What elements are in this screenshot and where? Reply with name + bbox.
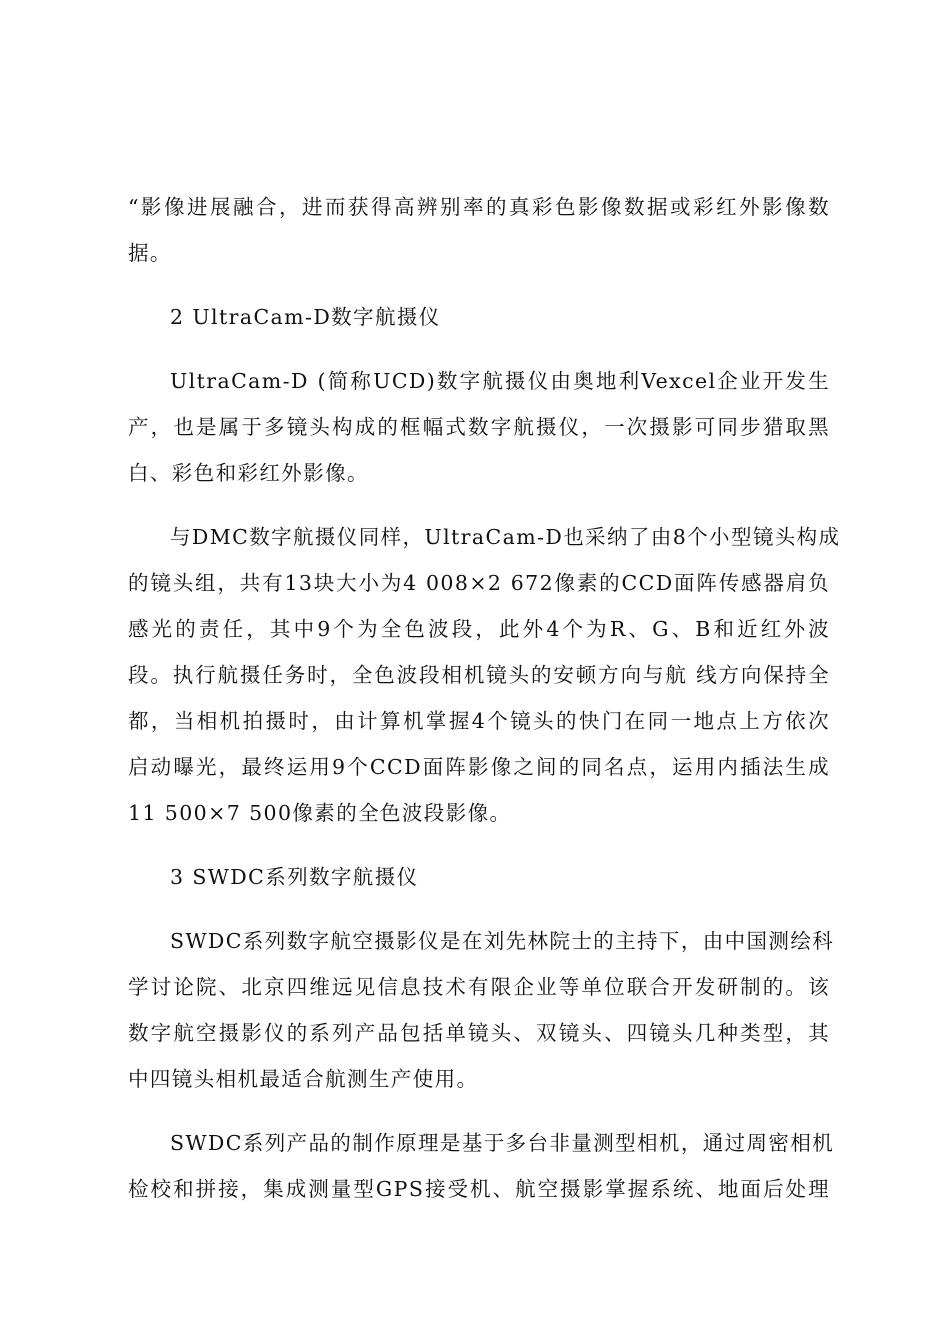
text-line: 据。 <box>128 241 172 265</box>
text-line: 检校和拼接，集成测量型GPS接受机、航空摄影掌握系统、地面后处理 <box>128 1177 830 1201</box>
text-line: 与DMC数字航摄仪同样，UltraCam-D也采纳了由8个小型镜头构成 <box>170 525 841 549</box>
text-line: 11 500×7 500像素的全色波段影像。 <box>128 801 512 825</box>
text-line: 启动曝光，最终运用9个CCD面阵影像之间的同名点，运用内插法生成 <box>128 755 830 779</box>
paragraph-ultracam-intro <box>128 358 830 496</box>
text-line: SWDC系列数字航空摄影仪是在刘先林院士的主持下，由中国测绘科 <box>170 929 835 953</box>
text-line: “影像进展融合，进而获得高辨别率的真彩色影像数据或彩红外影像数 <box>128 195 830 219</box>
document-body <box>128 184 841 1212</box>
text-line: 的镜头组，共有13块大小为4 008×2 672像素的CCD面阵传感器肩负 <box>128 571 830 595</box>
heading-text: 2 UltraCam-D数字航摄仪 <box>170 305 441 329</box>
paragraph-swdc-principle <box>128 1120 835 1212</box>
paragraph-ultracam-detail <box>128 514 841 836</box>
text-line: 产，也是属于多镜头构成的框幅式数字航摄仪，一次摄影可同步猎取黑 <box>128 415 830 439</box>
paragraph-swdc-intro <box>128 918 835 1102</box>
text-line: 数字航空摄影仪的系列产品包括单镜头、双镜头、四镜头几种类型，其 <box>128 1021 830 1045</box>
text-line: 白、彩色和彩红外影像。 <box>128 461 369 485</box>
text-line: UltraCam-D (简称UCD)数字航摄仪由奥地利Vexcel企业开发生 <box>170 369 830 393</box>
section-heading-ultracam-d <box>128 294 830 340</box>
text-line: 段。执行航摄任务时，全色波段相机镜头的安顿方向与航 线方向保持全 <box>128 663 830 687</box>
text-line: 中四镜头相机最适合航测生产使用。 <box>128 1067 479 1091</box>
heading-text: 3 SWDC系列数字航摄仪 <box>170 865 419 889</box>
section-heading-swdc <box>128 854 830 900</box>
text-line: 感光的责任，其中9个为全色波段，此外4个为R、G、B和近红外波 <box>128 617 831 641</box>
text-line: SWDC系列产品的制作原理是基于多台非量测型相机，通过周密相机 <box>170 1131 835 1155</box>
text-line: 学讨论院、北京四维远见信息技术有限企业等单位联合开发研制的。该 <box>128 975 830 999</box>
text-line: 都，当相机拍摄时，由计算机掌握4个镜头的快门在同一地点上方依次 <box>128 709 830 733</box>
paragraph-image-fusion <box>128 184 830 276</box>
